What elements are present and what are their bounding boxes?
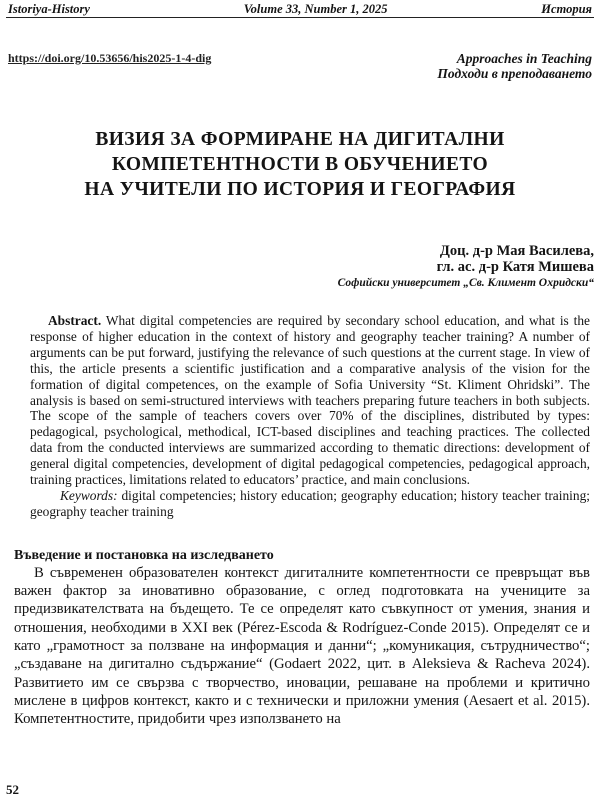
keywords-label: Keywords:: [60, 487, 118, 503]
title-line: ВИЗИЯ ЗА ФОРМИРАНЕ НА ДИГИТАЛНИ: [95, 129, 505, 150]
title-line: КОМПЕТЕНТНОСТИ В ОБУЧЕНИЕТО: [111, 154, 489, 175]
author-affiliation: Софийски университет „Св. Климент Охридски“: [337, 277, 594, 289]
authors-block: [6, 243, 594, 291]
doi-row: [6, 51, 594, 81]
section-label-bg: Подходи в преподаването: [437, 66, 592, 81]
abstract-text: What digital competencies are required by secondary school education, and what is the response of higher education in the context of history and geography teacher training? A number of arguments can be put forward, justifying the relevance of such questions at the current stage. In view of this, the article presents a scientific justification and a comparative analysis of the vision for the formation of digital competences, on the example of Sofia University “St. Kliment Ohridski”. The analysis is based on semi-structured interviews with teachers preparing future teachers in both subjects. The scope of the sample of teachers covers over 70% of the disciplines, distributed by types: pedagogical, psychological, methodical, ICT-based disciplines and teaching practices. The collected data from the conducted interviews are summarized according to thematic directions: development of general digital competencies, development of digital pedagogical competencies, pedagogical approach, training practices, limitations related to educators’ practice, and main conclusions.: [30, 313, 591, 488]
journal-name-bg: История: [541, 1, 592, 16]
keywords-text: digital competencies; history education; geography education; history teacher training; geography teacher training: [30, 487, 590, 519]
section-heading: Въведение и постановка на изследването: [14, 547, 274, 563]
section-label-en: Approaches in Teaching: [456, 51, 592, 66]
running-header: [6, 0, 594, 18]
volume-info: Volume 33, Number 1, 2025: [243, 1, 388, 16]
section-label: [437, 51, 592, 81]
journal-name: Istoriya-History: [8, 1, 90, 16]
title-line: НА УЧИТЕЛИ ПО ИСТОРИЯ И ГЕОГРАФИЯ: [84, 179, 516, 200]
page-number: 52: [6, 782, 19, 797]
body-paragraph: В съвременен образователен контекст дигиталните компетентности се превръщат във важен фактор за иновативно образование, с оглед подготовката на учениците за предизвикателствата на бъдещето. Те се определят като съвкупност от умения, знания и отношения, необходими в XXI век (Pérez-Escoda & Rodríguez-Conde 2015). Определят се и като „грамотност за ползване на информация и данни“; „комуникация, сътрудничество“; „създаване на дигитално съдържание“ (Godaert 2022, цит. в Aleksieva & Racheva 2024). Развитието им се свързва с творчество, иновации, решаване на проблеми и критично мислене в цифров контекст, както и с технически и приложни умения (Aesaert et al. 2015). Компетентностите, придобити чрез използването на: [14, 564, 590, 728]
author-name: Доц. д-р Мая Василева,: [439, 243, 594, 259]
doi-link[interactable]: https://doi.org/10.53656/his2025-1-4-dig: [8, 51, 212, 65]
abstract: [30, 313, 590, 488]
keywords: [30, 488, 590, 520]
author-name: гл. ас. д-р Катя Мишева: [436, 259, 594, 275]
article-title: [6, 127, 594, 202]
abstract-label: Abstract.: [48, 313, 102, 328]
